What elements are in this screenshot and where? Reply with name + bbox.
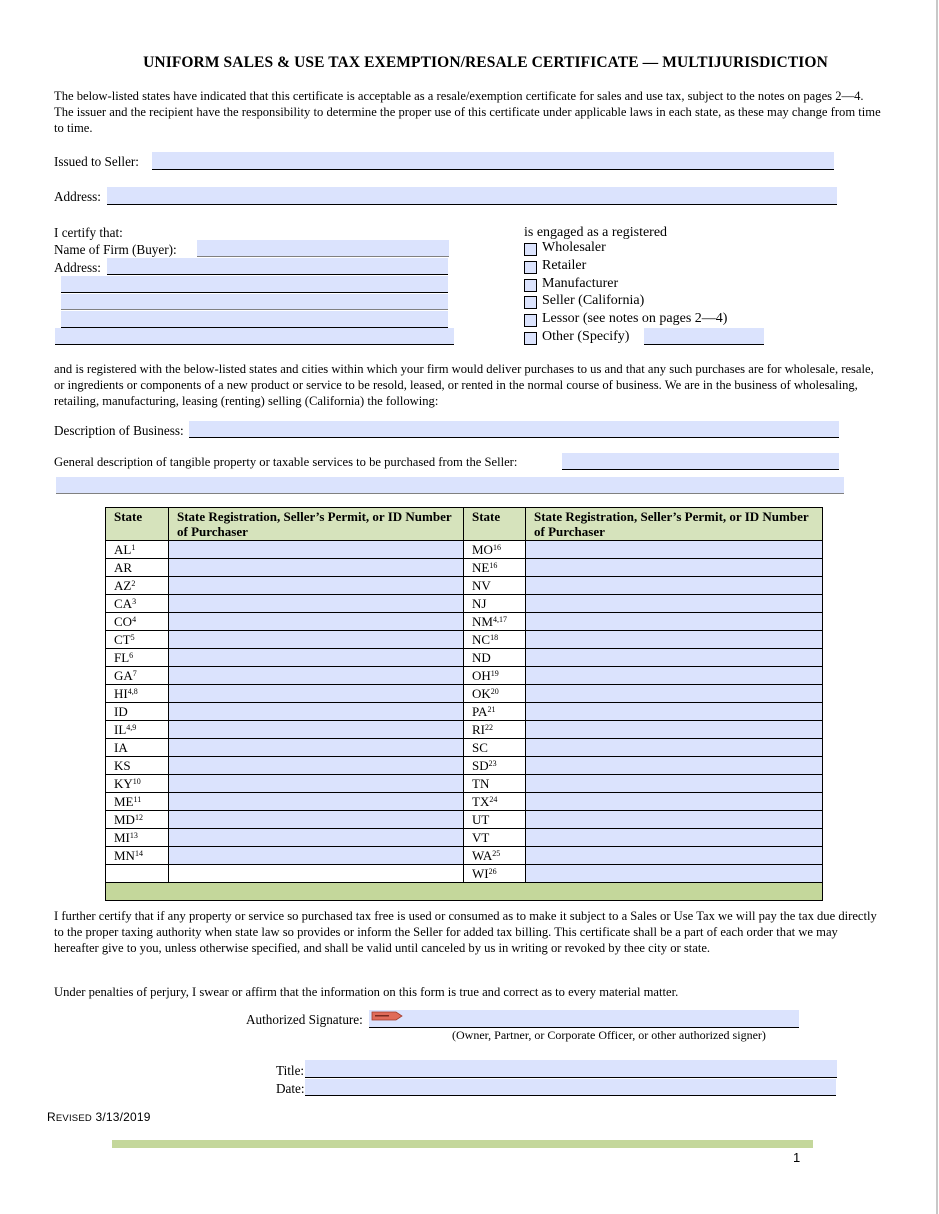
registration-id-input[interactable]	[169, 811, 467, 828]
state-cell	[464, 595, 526, 613]
state-cell	[464, 811, 526, 829]
registration-id-input[interactable]	[526, 577, 826, 594]
registration-id-cell[interactable]	[169, 775, 464, 793]
registration-id-input[interactable]	[169, 577, 467, 594]
wholesaler-checkbox[interactable]	[524, 243, 537, 256]
revised-word: EVISED	[55, 1113, 92, 1124]
lessor-label: Lessor (see notes on pages 2—4)	[542, 311, 728, 326]
state-footnote: 6	[129, 650, 134, 660]
other-specify-input[interactable]	[644, 329, 764, 345]
registration-id-input[interactable]	[169, 793, 467, 810]
state-code: MI	[114, 829, 130, 845]
registration-id-input[interactable]	[526, 559, 826, 576]
header-state-left: State	[106, 508, 169, 541]
state-code: NE	[472, 559, 490, 575]
issued-to-seller-label: Issued to Seller:	[54, 154, 139, 169]
general-description-field-line2[interactable]	[56, 477, 844, 494]
registration-id-input[interactable]	[169, 685, 467, 702]
firm-name-label: Name of Firm (Buyer):	[54, 242, 177, 257]
table-row	[106, 739, 823, 757]
state-footnote: 4,17	[492, 614, 507, 624]
registration-id-input[interactable]	[169, 757, 467, 774]
buyer-address-input-2[interactable]	[61, 277, 448, 293]
registration-id-cell[interactable]	[169, 595, 464, 613]
buyer-address-input-4[interactable]	[61, 312, 448, 328]
state-cell	[106, 811, 169, 829]
state-footnote: 26	[488, 866, 497, 876]
registration-id-input[interactable]	[526, 541, 826, 558]
state-code: ME	[114, 793, 134, 809]
table-row	[106, 757, 823, 775]
manufacturer-label: Manufacturer	[542, 276, 619, 291]
registration-id-cell[interactable]	[169, 631, 464, 649]
registration-id-input[interactable]	[526, 613, 826, 630]
wholesaler-label: Wholesaler	[542, 240, 606, 255]
state-code: TX	[472, 793, 490, 809]
registration-id-cell[interactable]	[526, 631, 823, 649]
table-row	[106, 775, 823, 793]
state-cell	[106, 631, 169, 649]
buyer-address-line-2[interactable]	[61, 276, 448, 293]
lessor-checkbox[interactable]	[524, 314, 537, 327]
registration-id-input[interactable]	[526, 721, 826, 738]
registration-id-cell[interactable]	[526, 667, 823, 685]
state-code: CO	[114, 613, 133, 629]
state-cell	[464, 829, 526, 847]
registration-id-input[interactable]	[169, 559, 467, 576]
registration-id-input[interactable]	[526, 667, 826, 684]
state-cell	[106, 577, 169, 595]
state-cell	[106, 595, 169, 613]
table-row	[106, 613, 823, 631]
state-footnote: 25	[492, 848, 501, 858]
state-footnote: 1	[131, 542, 136, 552]
sign-here-flag-icon[interactable]	[371, 1011, 403, 1021]
state-cell	[106, 829, 169, 847]
header-state-right: State	[464, 508, 526, 541]
registration-id-cell[interactable]	[169, 829, 464, 847]
state-footnote: 23	[488, 758, 497, 768]
state-code: IL	[114, 721, 127, 737]
table-row	[106, 649, 823, 667]
date-field[interactable]	[305, 1079, 836, 1096]
state-footnote: 14	[134, 848, 143, 858]
issued-to-seller-field[interactable]	[152, 152, 834, 170]
registration-id-input[interactable]	[169, 631, 467, 648]
registration-id-cell[interactable]	[526, 775, 823, 793]
seller-california-label: Seller (California)	[542, 293, 645, 308]
description-of-business-label: Description of Business:	[54, 423, 184, 438]
state-footnote: 18	[490, 632, 499, 642]
revised-prefix: R	[47, 1110, 56, 1124]
table-footer-cell	[106, 883, 823, 901]
registration-id-input[interactable]	[526, 865, 826, 882]
state-cell	[464, 775, 526, 793]
state-code: NJ	[472, 595, 487, 611]
state-code: ND	[472, 649, 491, 665]
registration-id-cell[interactable]	[526, 649, 823, 667]
registration-id-input[interactable]	[526, 757, 826, 774]
state-cell	[464, 685, 526, 703]
state-code: SD	[472, 757, 489, 773]
state-cell	[464, 631, 526, 649]
state-footnote: 5	[130, 632, 135, 642]
title-label: Title:	[276, 1063, 305, 1078]
revised-date-value: 3/13/2019	[91, 1110, 151, 1124]
state-cell	[106, 793, 169, 811]
registration-id-input[interactable]	[526, 595, 826, 612]
firm-name-input[interactable]	[197, 241, 449, 257]
state-code: HI	[114, 685, 128, 701]
state-cell	[106, 847, 169, 865]
registration-id-cell[interactable]	[526, 559, 823, 577]
table-row	[106, 721, 823, 739]
registration-id-input[interactable]	[169, 649, 467, 666]
buyer-address-input-1[interactable]	[107, 259, 448, 275]
header-registration-left: State Registration, Seller’s Permit, or ID Number of Purchaser	[169, 508, 464, 541]
seller-california-checkbox[interactable]	[524, 296, 537, 309]
state-code: ID	[114, 703, 128, 719]
state-footnote: 10	[132, 776, 141, 786]
state-footnote: 4,8	[127, 686, 138, 696]
table-row	[106, 595, 823, 613]
buyer-address-input-5[interactable]	[55, 329, 454, 345]
registration-id-input[interactable]	[169, 541, 467, 558]
state-footnote: 16	[492, 542, 501, 552]
certify-label: I certify that:	[54, 225, 123, 240]
registration-id-input[interactable]	[526, 649, 826, 666]
state-code: TN	[472, 775, 490, 791]
state-code: WI	[472, 865, 489, 881]
registration-id-cell[interactable]	[169, 847, 464, 865]
other-label: Other (Specify)	[542, 329, 630, 344]
registration-id-input[interactable]	[526, 829, 826, 846]
date-label: Date:	[276, 1081, 305, 1096]
table-row	[106, 541, 823, 559]
engaged-as-label: is engaged as a registered	[524, 225, 668, 240]
registration-id-input[interactable]	[169, 703, 467, 720]
registration-id-cell[interactable]	[169, 577, 464, 595]
registration-id-cell[interactable]	[169, 739, 464, 757]
state-cell	[464, 577, 526, 595]
registration-id-cell[interactable]	[169, 667, 464, 685]
state-code: GA	[114, 667, 133, 683]
state-code: MO	[472, 541, 493, 557]
state-code: VT	[472, 829, 490, 845]
page-number: 1	[793, 1150, 801, 1165]
state-cell	[464, 865, 526, 883]
firm-name-field[interactable]	[197, 240, 449, 257]
seller-address-label: Address:	[54, 189, 101, 204]
state-cell	[464, 667, 526, 685]
state-code: FL	[114, 649, 130, 665]
registration-id-cell[interactable]	[526, 685, 823, 703]
table-row	[106, 703, 823, 721]
registration-id-cell[interactable]	[526, 847, 823, 865]
state-footnote: 16	[489, 560, 498, 570]
state-code: CT	[114, 631, 131, 647]
seller-address-field[interactable]	[107, 187, 837, 205]
registration-id-cell[interactable]	[526, 829, 823, 847]
table-row	[106, 865, 823, 883]
buyer-address-input-3[interactable]	[61, 295, 448, 310]
further-certify-paragraph: I further certify that if any property or service so purchased tax free is used or consumed as to make it subject to a Sales or Use Tax we will pay the tax due directly to the proper taxing authority when state law so provides or inform the Seller for added tax billing. This certificate shall be a part of each order that we may hereafter give to you, unless otherwise specified, and shall be valid until canceled by us in writing or revoked by thee city or state.	[54, 909, 877, 955]
registration-id-cell[interactable]	[169, 541, 464, 559]
table-row	[106, 793, 823, 811]
general-description-field[interactable]	[562, 453, 839, 470]
registration-id-cell[interactable]	[169, 721, 464, 739]
registration-id-cell[interactable]	[526, 541, 823, 559]
registration-id-cell[interactable]	[169, 685, 464, 703]
registration-id-input[interactable]	[169, 775, 467, 792]
table-row	[106, 685, 823, 703]
table-row	[106, 811, 823, 829]
buyer-address-line-1[interactable]	[107, 258, 448, 275]
registration-id-input[interactable]	[526, 631, 826, 648]
table-row	[106, 667, 823, 685]
general-description-label: General description of tangible property or taxable services to be purchased from the Seller:	[54, 455, 518, 469]
table-row	[106, 577, 823, 595]
state-footnote: 24	[489, 794, 498, 804]
signer-note: (Owner, Partner, or Corporate Officer, or other authorized signer)	[452, 1028, 766, 1042]
table-header-row	[106, 508, 823, 541]
state-cell	[106, 757, 169, 775]
seller-address-input[interactable]	[107, 187, 837, 204]
state-code: OH	[472, 667, 491, 683]
registration-id-cell[interactable]	[526, 721, 823, 739]
registration-id-cell[interactable]	[169, 613, 464, 631]
table-footer-row	[106, 883, 823, 901]
state-footnote: 2	[131, 578, 136, 588]
general-description-input[interactable]	[562, 454, 839, 470]
retailer-checkbox[interactable]	[524, 261, 537, 274]
table-row	[106, 847, 823, 865]
state-footnote: 3	[132, 596, 137, 606]
buyer-address-line-4[interactable]	[61, 311, 448, 328]
state-footnote: 4,9	[126, 722, 137, 732]
state-code: NC	[472, 631, 491, 647]
state-code: MN	[114, 847, 135, 863]
state-code: CA	[114, 595, 133, 611]
state-cell	[106, 721, 169, 739]
table-row	[106, 559, 823, 577]
state-code: OK	[472, 685, 491, 701]
state-cell	[464, 757, 526, 775]
registration-id-cell[interactable]	[169, 703, 464, 721]
state-footnote: 19	[490, 668, 499, 678]
state-footnote: 13	[129, 830, 138, 840]
state-code: AZ	[114, 577, 132, 593]
title-input[interactable]	[305, 1060, 837, 1077]
registration-id-input[interactable]	[169, 739, 467, 756]
state-code: MD	[114, 811, 135, 827]
registration-id-cell[interactable]	[526, 613, 823, 631]
state-code: NM	[472, 613, 493, 629]
state-code: KS	[114, 757, 131, 773]
registration-id-cell[interactable]	[526, 757, 823, 775]
state-code: KY	[114, 775, 133, 791]
other-checkbox[interactable]	[524, 332, 537, 345]
state-cell	[464, 739, 526, 757]
registration-id-cell[interactable]	[169, 559, 464, 577]
state-cell	[106, 613, 169, 631]
state-cell	[106, 775, 169, 793]
state-code: WA	[472, 847, 493, 863]
registration-id-cell[interactable]	[526, 739, 823, 757]
issued-to-seller-input[interactable]	[152, 152, 834, 169]
registration-id-input[interactable]	[169, 595, 467, 612]
state-cell	[106, 865, 169, 883]
registration-id-cell[interactable]	[526, 793, 823, 811]
table-row	[106, 631, 823, 649]
registration-id-cell[interactable]	[169, 793, 464, 811]
registration-id-cell[interactable]	[526, 577, 823, 595]
state-footnote: 22	[485, 722, 493, 732]
page-title: UNIFORM SALES & USE TAX EXEMPTION/RESALE CERTIFICATE — MULTIJURISDICTION	[143, 54, 828, 71]
state-cell	[106, 703, 169, 721]
state-registration-table	[105, 507, 823, 901]
retailer-label: Retailer	[542, 258, 587, 273]
buyer-address-line-5[interactable]	[55, 328, 454, 345]
registration-id-cell[interactable]	[169, 811, 464, 829]
registration-id-input[interactable]	[169, 667, 467, 684]
registration-id-input[interactable]	[526, 703, 826, 720]
perjury-statement: Under penalties of perjury, I swear or affirm that the information on this form is true and correct as to every material matter.	[54, 985, 679, 999]
registration-id-cell[interactable]	[169, 649, 464, 667]
state-code: NV	[472, 577, 491, 593]
authorized-signature-label: Authorized Signature:	[246, 1012, 363, 1027]
registration-id-input[interactable]	[526, 847, 826, 864]
intro-paragraph: The below-listed states have indicated that this certificate is acceptable as a resale/exemption certificate for sales and use tax, subject to the notes on pages 2—4. The issuer and the recipient have the responsibility to determine the proper use of this certificate under applicable laws in each state, as these may change from time to time.	[54, 89, 881, 135]
state-cell	[464, 541, 526, 559]
state-cell	[106, 739, 169, 757]
state-cell	[106, 667, 169, 685]
state-code: RI	[472, 721, 485, 737]
authorized-signature-input[interactable]	[369, 1010, 799, 1027]
state-cell	[106, 559, 169, 577]
footer-green-bar	[112, 1140, 813, 1148]
state-footnote: 11	[133, 794, 142, 804]
registration-id-cell[interactable]	[526, 703, 823, 721]
state-footnote: 12	[134, 812, 143, 822]
state-cell	[464, 793, 526, 811]
authorized-signature-field[interactable]	[369, 1010, 799, 1028]
state-cell	[464, 703, 526, 721]
state-cell	[106, 649, 169, 667]
state-cell	[106, 685, 169, 703]
registration-id-cell[interactable]	[526, 811, 823, 829]
description-of-business-field[interactable]	[189, 421, 839, 438]
registration-id-input[interactable]	[526, 793, 826, 810]
state-cell	[464, 613, 526, 631]
registration-id-input[interactable]	[526, 739, 826, 756]
state-code: IA	[114, 739, 128, 755]
state-cell	[464, 721, 526, 739]
buyer-address-label: Address:	[54, 260, 101, 275]
date-input[interactable]	[305, 1080, 836, 1096]
state-cell	[106, 541, 169, 559]
page-edge-divider	[936, 0, 938, 1214]
state-cell	[464, 649, 526, 667]
state-footnote: 21	[487, 704, 496, 714]
state-code: AL	[114, 541, 132, 557]
registration-id-input[interactable]	[526, 775, 826, 792]
other-specify-field[interactable]	[644, 328, 764, 345]
registration-id-cell[interactable]	[526, 595, 823, 613]
registered-paragraph: and is registered with the below-listed states and cities within which your firm would deliver purchases to us and that any such purchases are for wholesale, resale, or ingredients or components of a new product or service to be resold, leased, or rented in the normal course of business. We are in the business of wholesaling, retailing, manufacturing, leasing (renting) selling (California) the following:	[54, 362, 874, 408]
revised-date	[47, 1110, 151, 1124]
state-code: PA	[472, 703, 488, 719]
buyer-address-line-3[interactable]	[61, 294, 448, 310]
state-footnote: 7	[132, 668, 137, 678]
registration-id-input[interactable]	[169, 613, 467, 630]
state-cell	[464, 847, 526, 865]
registration-id-input[interactable]	[169, 829, 467, 846]
state-code: UT	[472, 811, 490, 827]
state-code: AR	[114, 559, 133, 575]
general-description-input-line2[interactable]	[56, 478, 844, 494]
registration-id-input[interactable]	[526, 811, 826, 828]
state-code: SC	[472, 739, 488, 755]
state-footnote: 4	[132, 614, 137, 624]
state-footnote: 20	[490, 686, 499, 696]
title-field[interactable]	[305, 1060, 837, 1078]
header-registration-right: State Registration, Seller’s Permit, or ID Number of Purchaser	[526, 508, 823, 541]
registration-id-input[interactable]	[169, 847, 467, 864]
registration-id-input[interactable]	[526, 685, 826, 702]
registration-id-cell[interactable]	[169, 757, 464, 775]
table-row	[106, 829, 823, 847]
manufacturer-checkbox[interactable]	[524, 279, 537, 292]
registration-id-input[interactable]	[169, 721, 467, 738]
registration-id-cell[interactable]	[526, 865, 823, 883]
description-of-business-input[interactable]	[189, 422, 839, 438]
state-cell	[464, 559, 526, 577]
registration-id-cell	[169, 865, 464, 883]
